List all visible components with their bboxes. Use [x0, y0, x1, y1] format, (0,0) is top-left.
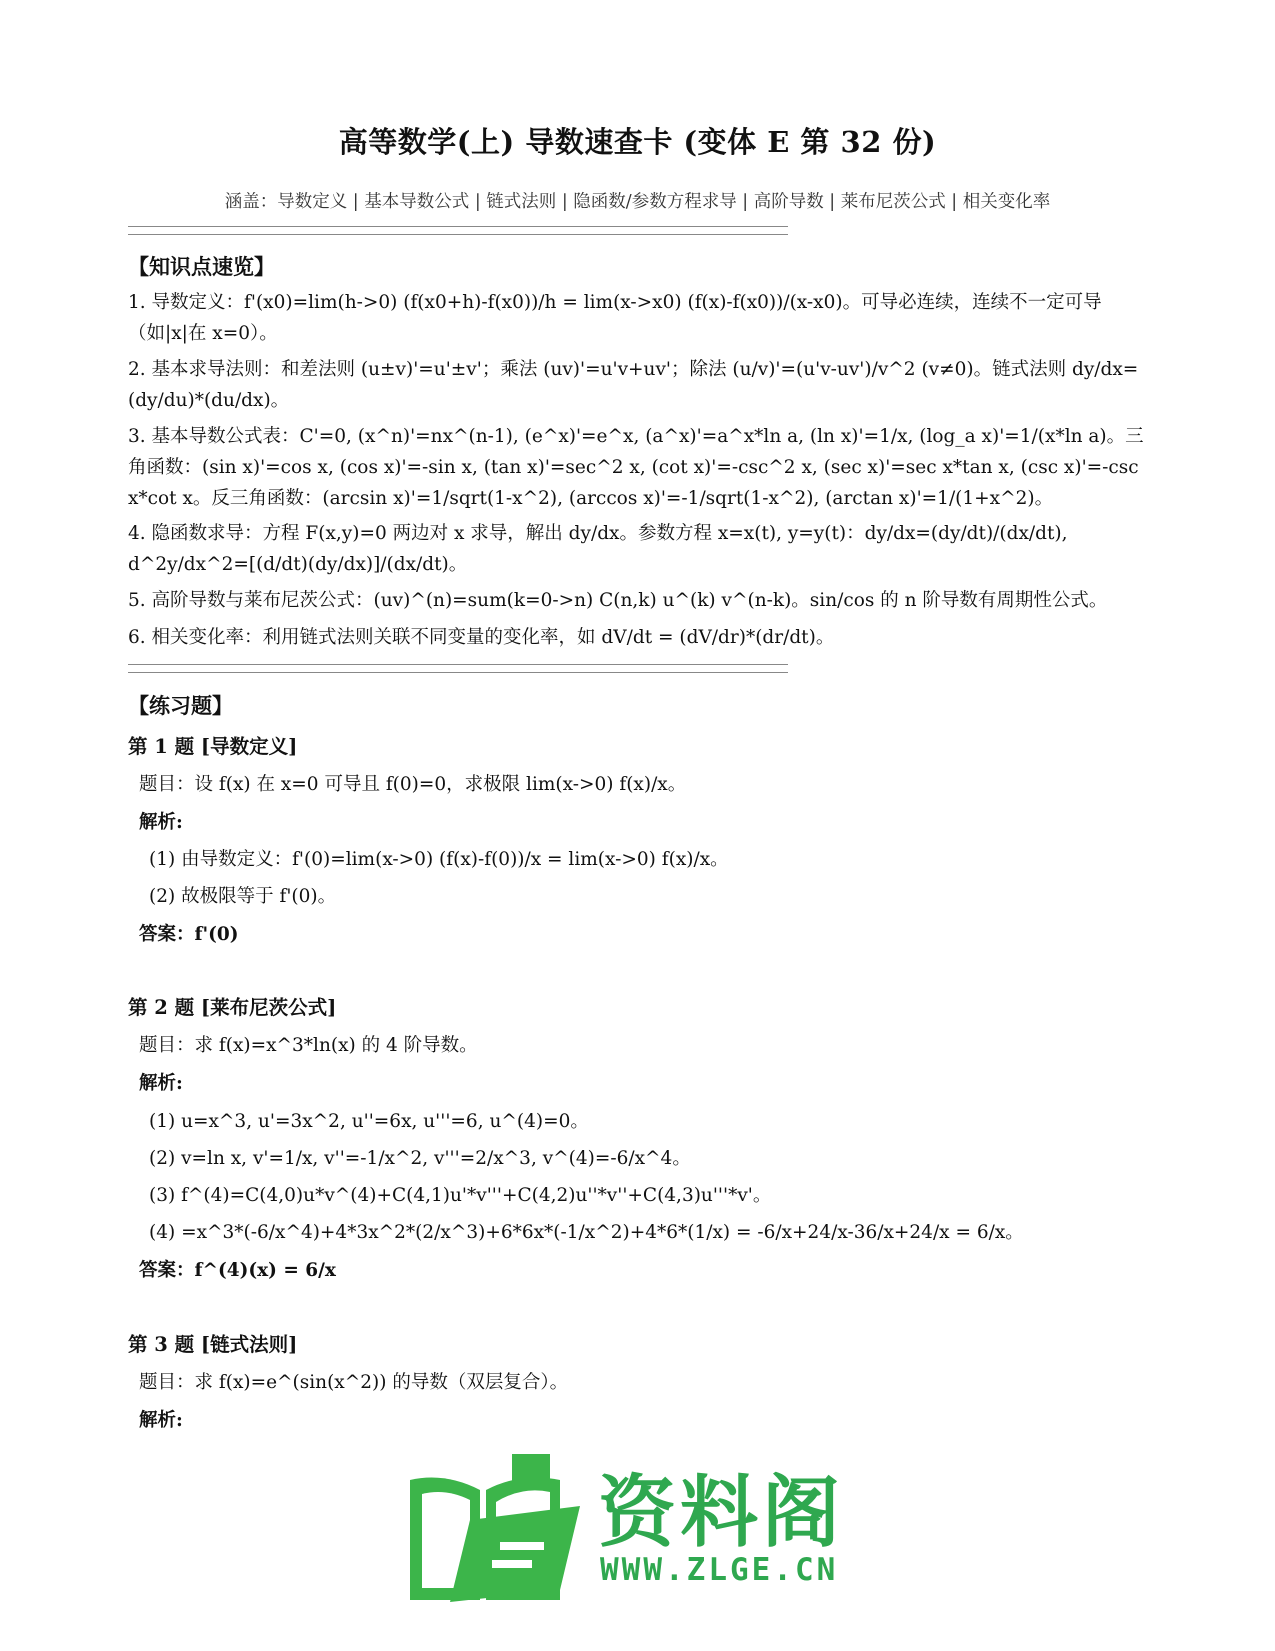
- knowledge-heading: 【知识点速览】: [128, 254, 275, 279]
- question-1-analysis-label: 解析:: [139, 812, 183, 833]
- question-3-title: 第 3 题 [链式法则]: [128, 1333, 298, 1356]
- question-2-title: 第 2 题 [莱布尼茨公式]: [128, 996, 337, 1019]
- question-1-answer: 答案：f'(0): [139, 924, 239, 945]
- question-1-title: 第 1 题 [导数定义]: [128, 735, 298, 758]
- divider-top: [128, 226, 788, 235]
- page-subtitle: 涵盖：导数定义 | 基本导数公式 | 链式法则 | 隐函数/参数方程求导 | 高阶导数 | 莱布尼茨公式 | 相关变化率: [224, 192, 1051, 212]
- watermark-url: WWW.ZLGE.CN: [600, 1552, 839, 1588]
- question-2-stem: 题目：求 f(x)=x^3*ln(x) 的 4 阶导数。: [139, 1035, 478, 1056]
- practice-heading: 【练习题】: [128, 693, 233, 718]
- knowledge-item-3: 3. 基本导数公式表：C'=0, (x^n)'=nx^(n-1), (e^x)'=e^x, (a^x)'=a^x*ln a, (ln x)'=1/x, (log_a x)'=1/(x*ln a)。三角函数：(sin x)'=cos x, (cos x)'=-sin x, (tan x)'=sec^2 x, (cot x)'=-csc^2 x, (sec x)'=sec x*tan x, (csc x)'=-csc x*cot x。反三角函数：(arcsin x)'=1/sqrt(1-x^2), (arccos x)'=-1/sqrt(1-x^2), (arctan x)'=1/(1+x^2)。: [128, 426, 1144, 509]
- question-2-step-1: (1) u=x^3, u'=3x^2, u''=6x, u'''=6, u^(4)=0。: [149, 1111, 589, 1132]
- question-1-step-2: (2) 故极限等于 f'(0)。: [149, 886, 337, 907]
- question-3-analysis-label: 解析:: [139, 1410, 183, 1431]
- knowledge-item-6: 6. 相关变化率：利用链式法则关联不同变量的变化率，如 dV/dt = (dV/dr)*(dr/dt)。: [128, 627, 835, 648]
- knowledge-item-4: 4. 隐函数求导：方程 F(x,y)=0 两边对 x 求导，解出 dy/dx。参数方程 x=x(t), y=y(t)：dy/dx=(dy/dt)/(dx/dt), d^2y/dx^2=[(d/dt)(dy/dx)]/(dx/dt)。: [128, 523, 1068, 575]
- question-2-step-2: (2) v=ln x, v'=1/x, v''=-1/x^2, v'''=2/x^3, v^(4)=-6/x^4。: [149, 1148, 691, 1169]
- page-title: 高等数学(上) 导数速查卡 (变体 E 第 32 份): [338, 125, 937, 159]
- question-2-answer: 答案：f^(4)(x) = 6/x: [139, 1260, 336, 1281]
- watermark: [400, 1450, 870, 1610]
- watermark-name: 资料阁: [598, 1468, 845, 1558]
- question-3-stem: 题目：求 f(x)=e^(sin(x^2)) 的导数（双层复合）。: [139, 1372, 569, 1393]
- question-1-step-1: (1) 由导数定义：f'(0)=lim(x->0) (f(x)-f(0))/x = lim(x->0) f(x)/x。: [149, 849, 729, 870]
- question-1-stem: 题目：设 f(x) 在 x=0 可导且 f(0)=0，求极限 lim(x->0) f(x)/x。: [139, 774, 687, 795]
- knowledge-item-1: 1. 导数定义：f'(x0)=lim(h->0) (f(x0+h)-f(x0))/h = lim(x->x0) (f(x)-f(x0))/(x-x0)。可导必连续，连续不一定可导（如|x|在 x=0）。: [128, 292, 1102, 344]
- question-2-analysis-label: 解析:: [139, 1073, 183, 1094]
- book-logo-icon: [400, 1450, 590, 1610]
- question-2-step-4: (4) =x^3*(-6/x^4)+4*3x^2*(2/x^3)+6*6x*(-1/x^2)+4*6*(1/x) = -6/x+24/x-36/x+24/x = 6/x。: [149, 1222, 1024, 1243]
- knowledge-item-2: 2. 基本求导法则：和差法则 (u±v)'=u'±v'；乘法 (uv)'=u'v+uv'；除法 (u/v)'=(u'v-uv')/v^2 (v≠0)。链式法则 dy/dx=(dy/du)*(du/dx)。: [128, 359, 1139, 411]
- question-2-step-3: (3) f^(4)=C(4,0)u*v^(4)+C(4,1)u'*v'''+C(4,2)u''*v''+C(4,3)u'''*v'。: [149, 1185, 772, 1206]
- knowledge-item-5: 5. 高阶导数与莱布尼茨公式：(uv)^(n)=sum(k=0->n) C(n,k) u^(k) v^(n-k)。sin/cos 的 n 阶导数有周期性公式。: [128, 590, 1108, 611]
- divider-middle: [128, 664, 788, 673]
